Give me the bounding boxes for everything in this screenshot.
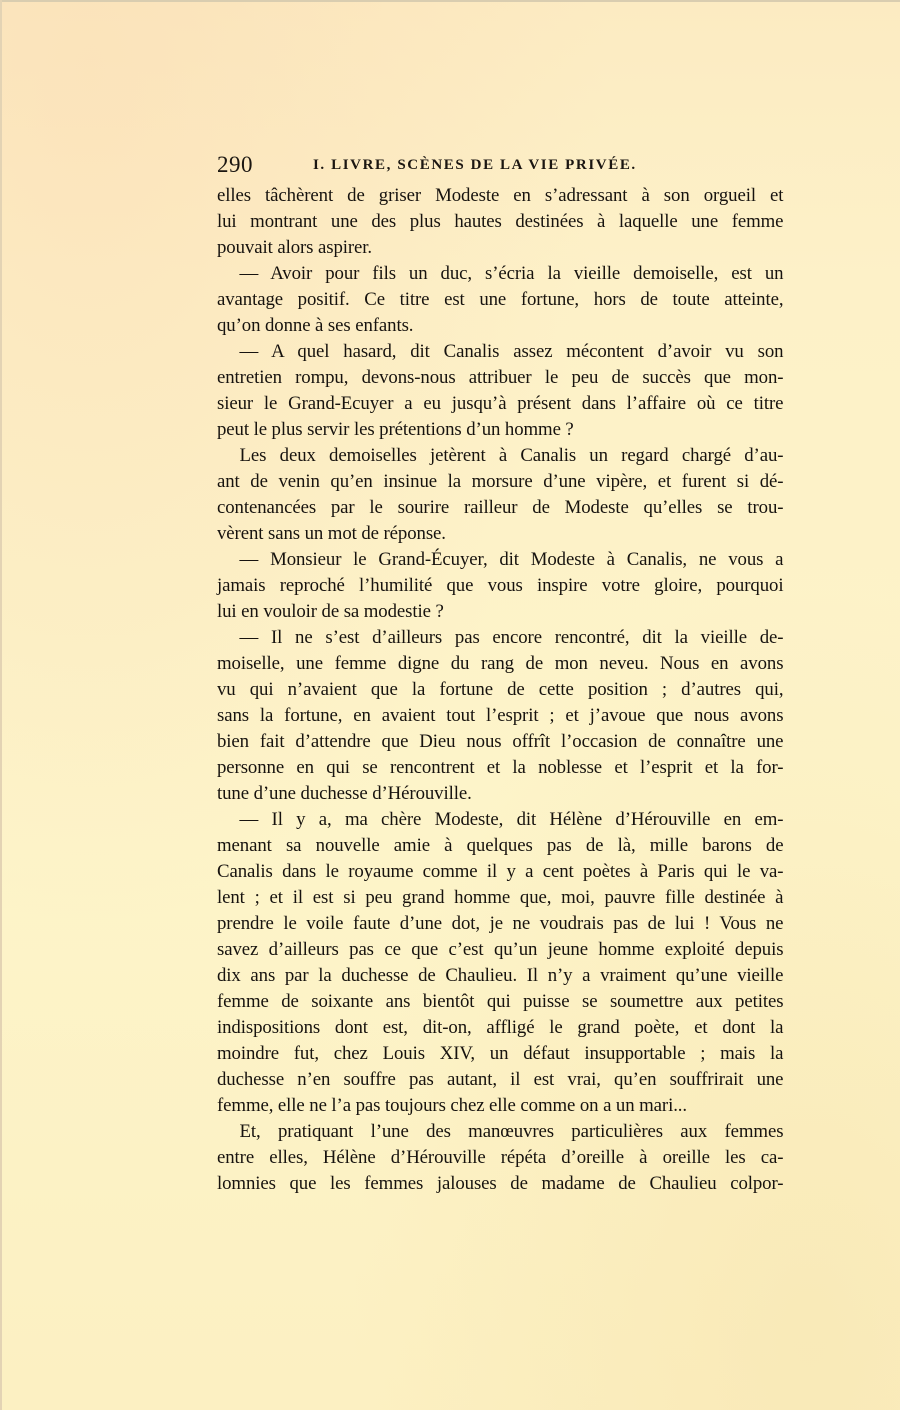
paragraph-first-line: — Il ne s’est d’ailleurs pas encore rencontré, dit la vieille de- (239, 627, 784, 648)
text-line: entre elles, Hélène d’Hérouville répéta d’oreille à oreille les ca- (217, 1147, 784, 1168)
paragraph-first-line: — Il y a, ma chère Modeste, dit Hélène d’Hérouville en em- (239, 809, 784, 830)
text-line: qu’on donne à ses enfants. (217, 315, 414, 336)
text-line: entretien rompu, devons-nous attribuer le peu de succès que mon- (217, 367, 784, 388)
text-line: lui montrant une des plus hautes destinées à laquelle une femme (217, 211, 784, 232)
text-line: moiselle, une femme digne du rang de mon neveu. Nous en avons (217, 653, 784, 674)
text-line: tune d’une duchesse d’Hérouville. (217, 783, 472, 804)
text-line: lent ; et il est si peu grand homme que, moi, pauvre fille destinée à (217, 887, 784, 908)
page-top-edge (0, 0, 900, 2)
body-text (217, 183, 783, 1197)
running-title: I. LIVRE, SCÈNES DE LA VIE PRIVÉE. (313, 157, 637, 173)
text-line: prendre le voile faute d’une dot, je ne voudrais pas de lui ! Vous ne (217, 913, 784, 934)
text-line: savez d’ailleurs pas ce que c’est qu’un jeune homme exploité depuis (217, 939, 784, 960)
text-line: ant de venin qu’en insinue la morsure d’une vipère, et furent si dé- (217, 471, 784, 492)
text-line: avantage positif. Ce titre est une fortune, hors de toute atteinte, (217, 289, 784, 310)
text-line: moindre fut, chez Louis XIV, un défaut insupportable ; mais la (217, 1043, 784, 1064)
text-line: vu qui n’avaient que la fortune de cette position ; d’autres qui, (217, 679, 784, 700)
text-line: elles tâchèrent de griser Modeste en s’adressant à son orgueil et (217, 185, 784, 206)
page-left-edge (0, 0, 2, 1410)
paragraph-first-line: — Monsieur le Grand-Écuyer, dit Modeste à Canalis, ne vous a (239, 549, 784, 570)
paragraph-first-line: — A quel hasard, dit Canalis assez mécontent d’avoir vu son (239, 341, 784, 362)
text-line: personne en qui se rencontrent et la noblesse et l’esprit et la for- (217, 757, 784, 778)
paragraph-first-line: Les deux demoiselles jetèrent à Canalis un regard chargé d’au- (239, 445, 784, 466)
text-line: pouvait alors aspirer. (217, 237, 373, 258)
paragraph-first-line: — Avoir pour fils un duc, s’écria la vieille demoiselle, est un (239, 263, 784, 284)
text-line: vèrent sans un mot de réponse. (217, 523, 446, 544)
text-line: dix ans par la duchesse de Chaulieu. Il n’y a vraiment qu’une vieille (217, 965, 784, 986)
text-line: sans la fortune, en avaient tout l’esprit ; et j’avoue que nous avons (217, 705, 784, 726)
text-line: indispositions dont est, dit-on, affligé le grand poète, et dont la (217, 1017, 784, 1038)
text-line: jamais reproché l’humilité que vous inspire votre gloire, pourquoi (217, 575, 784, 596)
text-line: Canalis dans le royaume comme il y a cent poètes à Paris qui le va- (217, 861, 784, 882)
text-line: femme de soixante ans bientôt qui puisse se soumettre aux petites (217, 991, 784, 1012)
text-line: duchesse n’en souffre pas autant, il est vrai, qu’en souffrirait une (217, 1069, 784, 1090)
text-line: lui en vouloir de sa modestie ? (217, 601, 444, 622)
text-line: menant sa nouvelle amie à quelques pas de là, mille barons de (217, 835, 784, 856)
running-head (217, 152, 782, 180)
paragraph-first-line: Et, pratiquant l’une des manœuvres particulières aux femmes (239, 1121, 784, 1142)
page-number: 290 (217, 152, 253, 177)
text-line: lomnies que les femmes jalouses de madame de Chaulieu colpor- (217, 1173, 784, 1194)
text-line: femme, elle ne l’a pas toujours chez elle comme on a un mari... (217, 1095, 688, 1116)
text-line: contenancées par le sourire railleur de Modeste qu’elles se trou- (217, 497, 784, 518)
text-line: sieur le Grand-Ecuyer a eu jusqu’à présent dans l’affaire où ce titre (217, 393, 784, 414)
text-line: bien fait d’attendre que Dieu nous offrît l’occasion de connaître une (217, 731, 784, 752)
text-line: peut le plus servir les prétentions d’un homme ? (217, 419, 574, 440)
